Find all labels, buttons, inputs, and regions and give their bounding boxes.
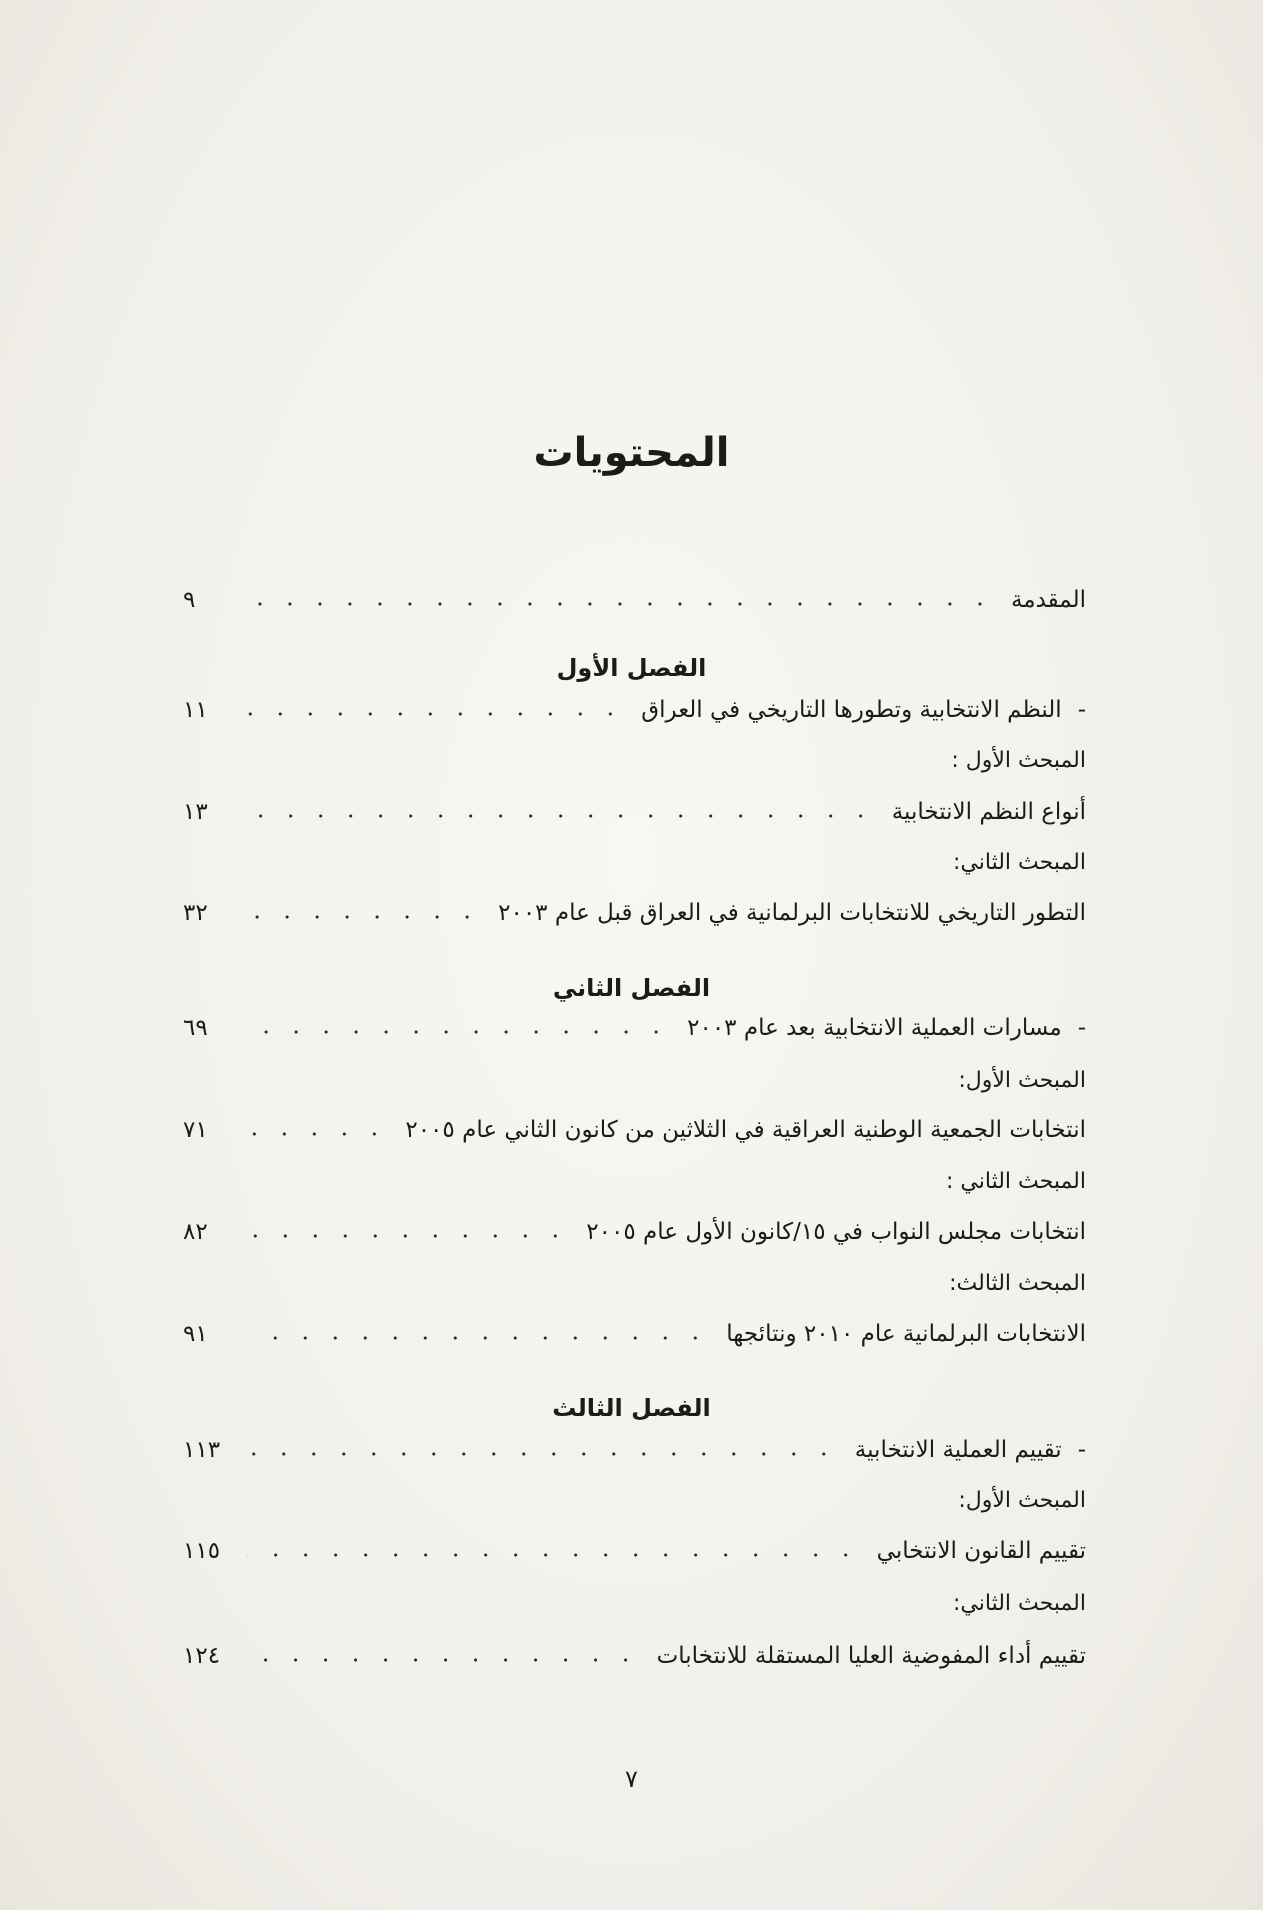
section-heading: المبحث الثاني:	[953, 850, 1086, 875]
dot-leader	[247, 1552, 861, 1558]
toc-entry-ch3-s2[interactable]	[183, 1636, 1086, 1676]
page-title: المحتويات	[533, 430, 730, 476]
toc-entry-chapter-3[interactable]	[183, 1430, 1086, 1470]
section-heading: المبحث الثاني:	[953, 1591, 1086, 1616]
toc-entry-label: انتخابات مجلس النواب في ١٥/كانون الأول عام ٢٠٠٥	[586, 1219, 1086, 1245]
toc-entry-label: تقييم العملية الانتخابية	[854, 1437, 1062, 1463]
chapter-2-heading: الفصل الثاني	[552, 974, 711, 1002]
toc-entry-label: الانتخابات البرلمانية عام ٢٠١٠ ونتائجها	[726, 1321, 1086, 1347]
section-heading: المبحث الثالث:	[949, 1271, 1086, 1296]
toc-entry-page: ٩١	[183, 1321, 208, 1347]
dot-leader	[247, 711, 625, 717]
dot-leader	[247, 601, 995, 607]
section-heading: المبحث الأول:	[958, 1488, 1086, 1513]
dash-marker: -	[1077, 1437, 1086, 1463]
toc-entry-page: ١٣	[183, 799, 208, 825]
dot-leader	[247, 1657, 641, 1663]
toc-entry-page: ١١٣	[183, 1437, 221, 1463]
toc-entry-label: تقييم القانون الانتخابي	[876, 1538, 1086, 1564]
section-heading: المبحث الأول:	[958, 1068, 1086, 1093]
dash-marker: -	[1077, 1015, 1086, 1041]
dot-leader	[247, 1335, 710, 1341]
toc-entry-label: تقييم أداء المفوضية العليا المستقلة للانتخابات	[656, 1643, 1086, 1669]
toc-entry-chapter-1[interactable]	[183, 690, 1086, 730]
toc-entry-label: المقدمة	[1010, 587, 1086, 613]
toc-entry-page: ١١٥	[183, 1538, 221, 1564]
toc-entry-label: أنواع النظم الانتخابية	[891, 799, 1086, 825]
dot-leader	[247, 1131, 389, 1137]
chapter-1-heading: الفصل الأول	[556, 654, 707, 682]
toc-entry-page: ٧١	[183, 1117, 208, 1143]
dot-leader	[247, 914, 482, 920]
toc-entry-page: ٦٩	[183, 1015, 208, 1041]
toc-entry-label: مسارات العملية الانتخابية بعد عام ٢٠٠٣	[687, 1015, 1062, 1041]
toc-entry-ch2-s3[interactable]	[183, 1314, 1086, 1354]
toc-entry-ch2-s2[interactable]	[183, 1212, 1086, 1252]
dot-leader	[247, 1233, 570, 1239]
toc-entry-chapter-2[interactable]	[183, 1008, 1086, 1048]
toc-entry-page: ١١	[183, 697, 208, 723]
dash-marker: -	[1077, 697, 1086, 723]
toc-entry-page: ١٢٤	[183, 1643, 221, 1669]
toc-entry-ch3-s1[interactable]	[183, 1531, 1086, 1571]
section-heading: المبحث الثاني :	[946, 1169, 1086, 1194]
toc-entry-label: التطور التاريخي للانتخابات البرلمانية في العراق قبل عام ٢٠٠٣	[498, 900, 1086, 926]
page-number: ٧	[625, 1765, 638, 1793]
toc-entry-page: ٨٢	[183, 1219, 208, 1245]
toc-entry-ch1-s1[interactable]	[183, 792, 1086, 832]
toc-entry-page: ٩	[183, 587, 196, 613]
toc-entry-label: النظم الانتخابية وتطورها التاريخي في العراق	[641, 697, 1062, 723]
toc-entry-ch2-s1[interactable]	[183, 1110, 1086, 1150]
toc-entry-ch1-s2[interactable]	[183, 893, 1086, 933]
dot-leader	[247, 813, 876, 819]
toc-entry-page: ٣٢	[183, 900, 208, 926]
toc-entry-label: انتخابات الجمعية الوطنية العراقية في الثلاثين من كانون الثاني عام ٢٠٠٥	[405, 1117, 1086, 1143]
section-heading: المبحث الأول :	[951, 748, 1086, 773]
dot-leader	[247, 1451, 839, 1457]
dot-leader	[247, 1029, 671, 1035]
toc-entry-intro[interactable]	[183, 580, 1086, 620]
chapter-3-heading: الفصل الثالث	[552, 1394, 711, 1422]
